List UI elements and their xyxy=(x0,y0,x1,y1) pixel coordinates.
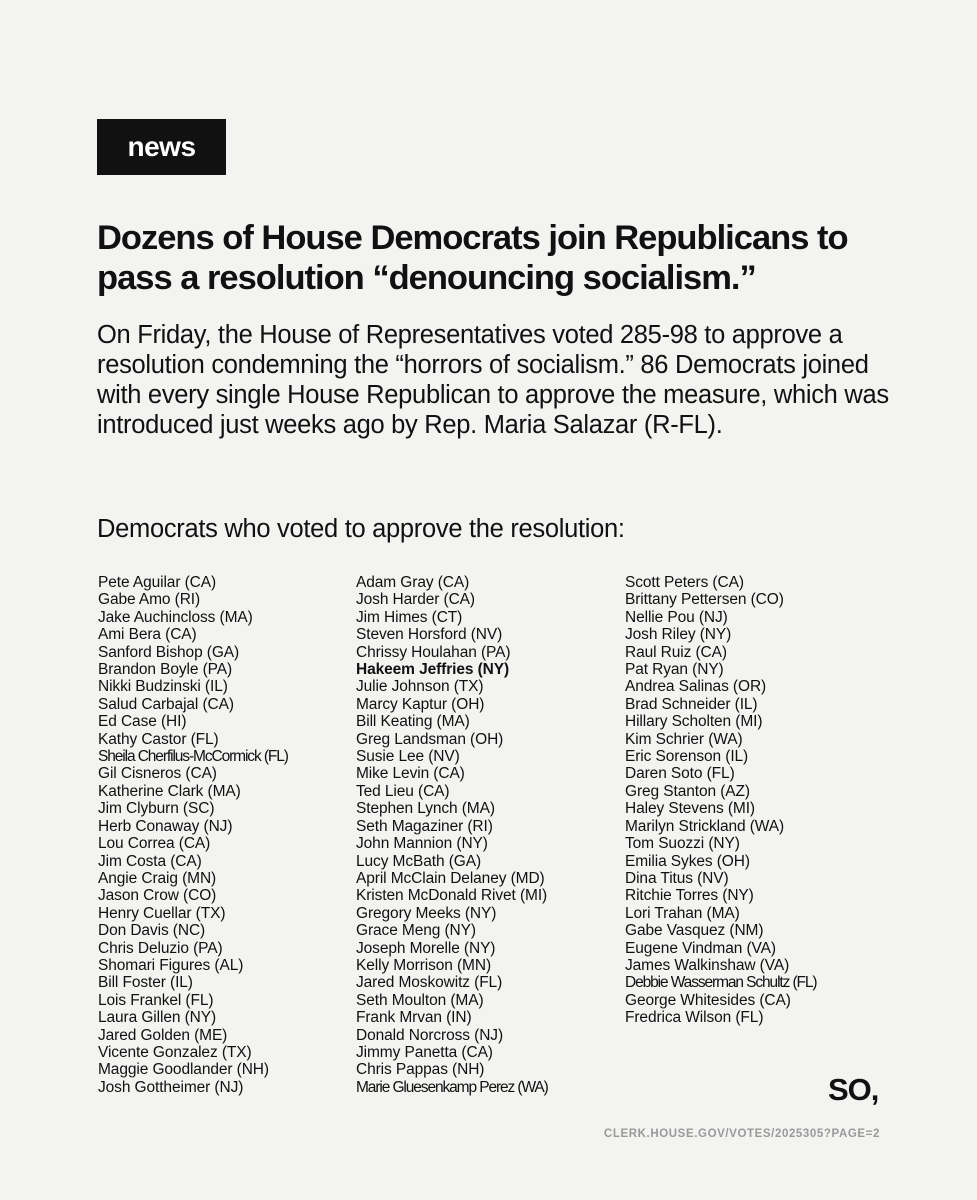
list-title: Democrats who voted to approve the resolution: xyxy=(97,515,625,543)
representative-name: Brad Schneider (IL) xyxy=(625,695,758,713)
names-column-3 xyxy=(625,574,817,1027)
representative-name: Frank Mrvan (IN) xyxy=(356,1009,472,1027)
representative-name: Pat Ryan (NY) xyxy=(625,661,724,679)
representative-name: Don Davis (NC) xyxy=(98,922,206,940)
representative-name: Susie Lee (NV) xyxy=(356,748,460,766)
representative-name: Fredrica Wilson (FL) xyxy=(625,1009,764,1027)
representative-name: Scott Peters (CA) xyxy=(625,574,744,591)
representative-name: Gregory Meeks (NY) xyxy=(356,904,497,922)
representative-name: Tom Suozzi (NY) xyxy=(625,835,740,853)
representative-name: Nikki Budzinski (IL) xyxy=(98,678,228,696)
representative-name: Julie Johnson (TX) xyxy=(356,678,484,696)
representative-name: Ed Case (HI) xyxy=(98,713,187,731)
representative-name: Ritchie Torres (NY) xyxy=(625,887,754,905)
representative-name: Raul Ruiz (CA) xyxy=(625,643,727,661)
headline: Dozens of House Democrats join Republicans to pass a resolution “denouncing socialism.” xyxy=(97,219,848,297)
names-column-1 xyxy=(98,574,288,1096)
representative-name: Jim Clyburn (SC) xyxy=(98,800,215,818)
representative-name: James Walkinshaw (VA) xyxy=(625,956,790,974)
representative-name: Chrissy Houlahan (PA) xyxy=(356,643,511,661)
representative-name: Jake Auchincloss (MA) xyxy=(98,608,253,626)
representative-name: Katherine Clark (MA) xyxy=(98,782,241,800)
representative-name: Sheila Cherfilus-McCormick (FL) xyxy=(98,748,288,766)
representative-name: Maggie Goodlander (NH) xyxy=(98,1061,269,1079)
representative-name: Salud Carbajal (CA) xyxy=(98,695,234,713)
representative-name: Seth Moulton (MA) xyxy=(356,991,484,1009)
representative-name: Lucy McBath (GA) xyxy=(356,852,482,870)
representative-name: Joseph Morelle (NY) xyxy=(356,939,496,957)
representative-name: Gabe Amo (RI) xyxy=(98,591,201,609)
representative-name: Jim Costa (CA) xyxy=(98,852,202,870)
representative-name: Hakeem Jeffries (NY) xyxy=(356,661,510,679)
representative-name: Kim Schrier (WA) xyxy=(625,730,743,748)
representative-name: Marcy Kaptur (OH) xyxy=(356,695,485,713)
representative-name: Chris Pappas (NH) xyxy=(356,1061,485,1079)
names-column-2 xyxy=(356,574,548,1096)
representative-name: Brittany Pettersen (CO) xyxy=(625,591,784,609)
representative-name: April McClain Delaney (MD) xyxy=(356,869,545,887)
representative-name: Jimmy Panetta (CA) xyxy=(356,1043,493,1061)
representative-name: Vicente Gonzalez (TX) xyxy=(98,1043,252,1061)
representative-name: Emilia Sykes (OH) xyxy=(625,852,750,870)
representative-name: Donald Norcross (NJ) xyxy=(356,1026,504,1044)
representative-name: Bill Foster (IL) xyxy=(98,974,193,992)
representative-name: Lou Correa (CA) xyxy=(98,835,211,853)
representative-name: Steven Horsford (NV) xyxy=(356,626,503,644)
representative-name: Shomari Figures (AL) xyxy=(98,956,244,974)
representative-name: Daren Soto (FL) xyxy=(625,765,735,783)
representative-name: Ted Lieu (CA) xyxy=(356,782,450,800)
representative-name: Marie Gluesenkamp Perez (WA) xyxy=(356,1078,548,1096)
representative-name: Lois Frankel (FL) xyxy=(98,991,214,1009)
article-body: On Friday, the House of Representatives voted 285-98 to approve a resolution condemning the “horrors of socialism.” 86 Democrats joined with every single House Republican to approve the measure, which was introduced just weeks ago by Rep. Maria Salazar (R-FL). xyxy=(97,321,889,439)
representative-name: Haley Stevens (MI) xyxy=(625,800,755,818)
news-tag: news xyxy=(97,119,226,175)
representative-name: Eugene Vindman (VA) xyxy=(625,939,776,957)
representative-name: Adam Gray (CA) xyxy=(356,574,470,591)
representative-name: Kathy Castor (FL) xyxy=(98,730,219,748)
representative-name: Laura Gillen (NY) xyxy=(98,1009,217,1027)
representative-name: Henry Cuellar (TX) xyxy=(98,904,226,922)
source-url: CLERK.HOUSE.GOV/VOTES/2025305?PAGE=2 xyxy=(603,1128,880,1140)
representative-name: Seth Magaziner (RI) xyxy=(356,817,493,835)
representative-name: Josh Riley (NY) xyxy=(625,626,732,644)
representative-name: Josh Harder (CA) xyxy=(356,591,475,609)
representative-name: Jim Himes (CT) xyxy=(356,608,463,626)
representative-name: Andrea Salinas (OR) xyxy=(625,678,767,696)
representative-name: Chris Deluzio (PA) xyxy=(98,939,223,957)
representative-name: Dina Titus (NV) xyxy=(625,869,729,887)
representative-name: Jason Crow (CO) xyxy=(98,887,217,905)
representative-name: Marilyn Strickland (WA) xyxy=(625,817,785,835)
representative-name: Ami Bera (CA) xyxy=(98,626,197,644)
representative-name: Bill Keating (MA) xyxy=(356,713,470,731)
representative-name: Pete Aguilar (CA) xyxy=(98,574,217,591)
representative-name: Debbie Wasserman Schultz (FL) xyxy=(625,974,817,992)
representative-name: Herb Conaway (NJ) xyxy=(98,817,233,835)
representative-name: Kristen McDonald Rivet (MI) xyxy=(356,887,548,905)
representative-name: Eric Sorenson (IL) xyxy=(625,748,749,766)
representative-name: Hillary Scholten (MI) xyxy=(625,713,763,731)
representative-name: Brandon Boyle (PA) xyxy=(98,661,233,679)
representative-name: Sanford Bishop (GA) xyxy=(98,643,240,661)
representative-name: Lori Trahan (MA) xyxy=(625,904,740,922)
representative-name: George Whitesides (CA) xyxy=(625,991,791,1009)
representative-name: Josh Gottheimer (NJ) xyxy=(98,1078,244,1096)
representative-name: John Mannion (NY) xyxy=(356,835,488,853)
representative-name: Stephen Lynch (MA) xyxy=(356,800,495,818)
representative-name: Mike Levin (CA) xyxy=(356,765,465,783)
representative-name: Nellie Pou (NJ) xyxy=(625,608,728,626)
representative-name: Greg Landsman (OH) xyxy=(356,730,504,748)
representative-name: Kelly Morrison (MN) xyxy=(356,956,492,974)
representative-name: Grace Meng (NY) xyxy=(356,922,476,940)
representative-name: Gil Cisneros (CA) xyxy=(98,765,217,783)
representative-name: Gabe Vasquez (NM) xyxy=(625,922,764,940)
representative-name: Jared Golden (ME) xyxy=(98,1026,228,1044)
representative-name: Angie Craig (MN) xyxy=(98,869,217,887)
representative-name: Greg Stanton (AZ) xyxy=(625,782,750,800)
brand-logo: SO, xyxy=(828,1072,879,1107)
representative-name: Jared Moskowitz (FL) xyxy=(356,974,503,992)
